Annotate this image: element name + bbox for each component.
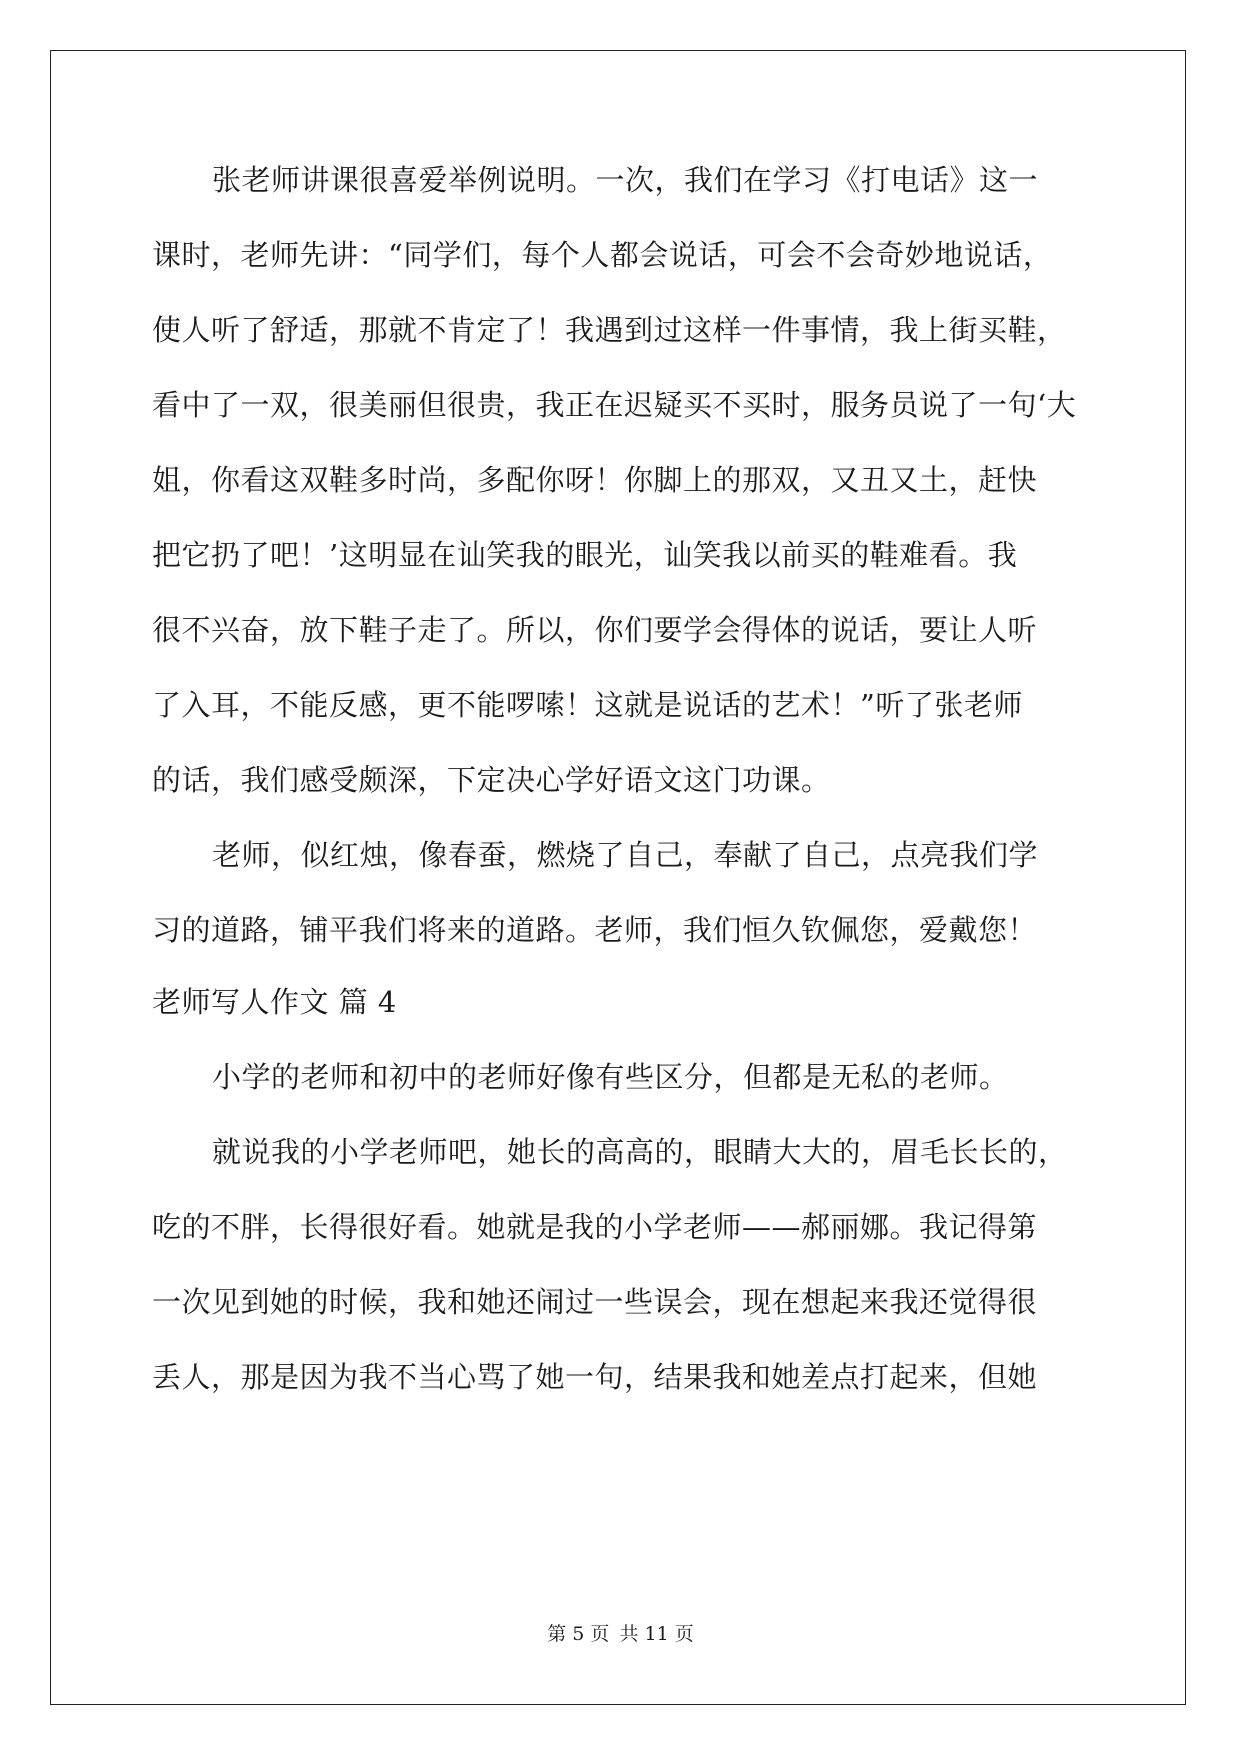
paragraph-line: 使人听了舒适，那就不肯定了！我遇到过这样一件事情，我上街买鞋， <box>152 313 1067 347</box>
paragraph-line: 丢人，那是因为我不当心骂了她一句，结果我和她差点打起来，但她 <box>152 1360 1038 1394</box>
paragraph-line: 的话，我们感受颇深，下定决心学好语文这门功课。 <box>152 763 831 797</box>
paragraph-line: 姐，你看这双鞋多时尚，多配你呀！你脚上的那双，又丑又土，赶快 <box>152 463 1038 497</box>
page-total: 共 11 页 <box>619 1623 694 1645</box>
page-border <box>50 50 1186 1705</box>
paragraph-line: 吃的不胖，长得很好看。她就是我的小学老师——郝丽娜。我记得第 <box>152 1210 1038 1244</box>
paragraph-line: 小学的老师和初中的老师好像有些区分，但都是无私的老师。 <box>212 1060 1009 1094</box>
paragraph-line: 看中了一双，很美丽但很贵，我正在迟疑买不买时，服务员说了一句‘大 <box>152 388 1077 422</box>
paragraph-line: 张老师讲课很喜爱举例说明。一次，我们在学习《打电话》这一 <box>212 163 1039 197</box>
paragraph-line: 习的道路，铺平我们将来的道路。老师，我们恒久钦佩您，爱戴您！ <box>152 913 1038 947</box>
page-number: 第 5 页 <box>547 1623 610 1645</box>
paragraph-line: 老师，似红烛，像春蚕，燃烧了自己，奉献了自己，点亮我们学 <box>212 838 1039 872</box>
paragraph-line: 把它扔了吧！’这明显在讪笑我的眼光，讪笑我以前买的鞋难看。我 <box>152 538 1018 572</box>
paragraph-line: 课时，老师先讲：“同学们，每个人都会说话，可会不会奇妙地说话， <box>152 238 1053 272</box>
paragraph-line: 了入耳，不能反感，更不能啰嗦！这就是说话的艺术！”听了张老师 <box>152 688 1023 722</box>
page-footer <box>0 1622 1241 1646</box>
paragraph-line: 就说我的小学老师吧，她长的高高的，眼睛大大的，眉毛长长的， <box>212 1135 1068 1169</box>
paragraph-line: 一次见到她的时候，我和她还闹过一些误会，现在想起来我还觉得很 <box>152 1285 1038 1319</box>
section-heading: 老师写人作文 篇 4 <box>152 985 397 1019</box>
paragraph-line: 很不兴奋，放下鞋子走了。所以，你们要学会得体的说话，要让人听 <box>152 613 1038 647</box>
